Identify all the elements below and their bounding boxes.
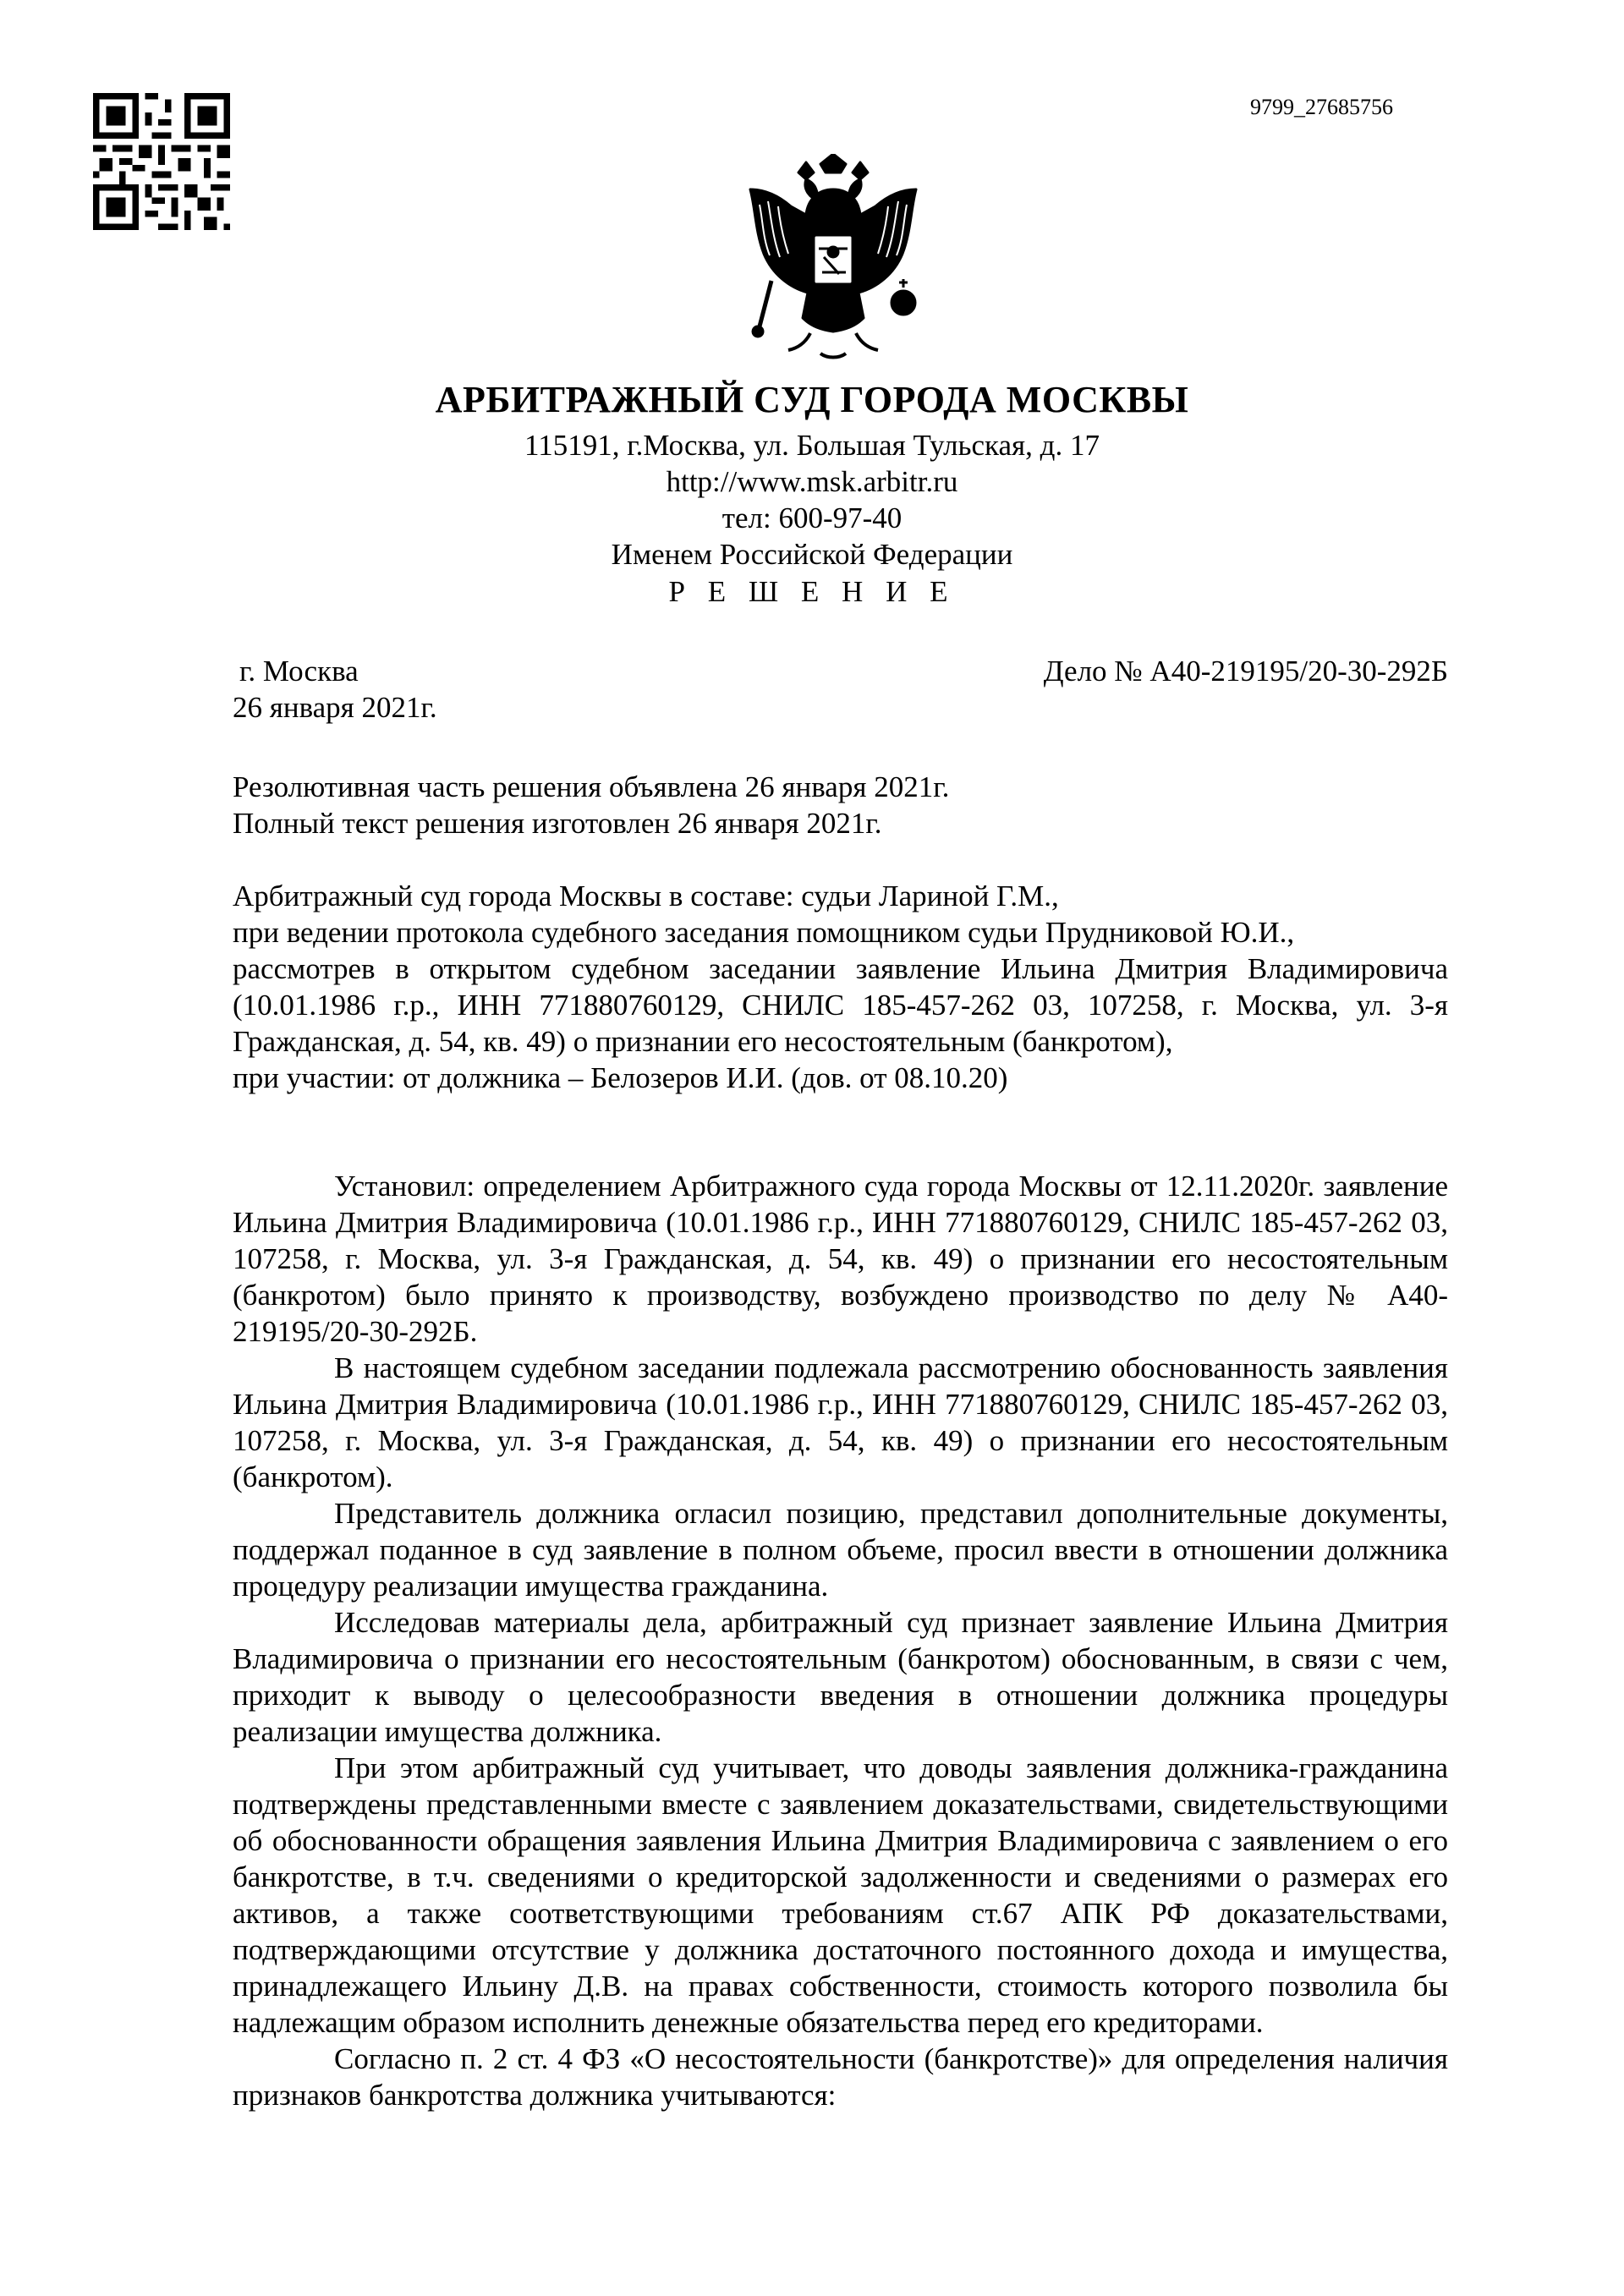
in-the-name-line: Именем Российской Федерации <box>611 538 1013 571</box>
paragraph: В настоящем судебном заседании подлежала рассмотрению обоснованность заявления Ильина Дмитрия Владимировича (10.01.1986 г.р., ИНН 771880760129, СНИЛС 185-457-262 03, 107258, г. Москва, ул. 3-я Гражданская, д. 54, кв. 49) о признании его несостоятельным (банкротом). <box>233 1351 1448 1493</box>
document-id: 9799_27685756 <box>1250 95 1393 119</box>
court-composition-block <box>233 878 1448 1096</box>
paragraph: При этом арбитражный суд учитывает, что доводы заявления должника-гражданина подтверждены представленными вместе с заявлением доказательствами, свидетельствующими об обоснованности обращения заявления Ильина Дмитрия Владимировича с заявлением о его банкротстве, в т.ч. сведениями о кредиторской задолженности и сведениями о размерах его активов, а также соответствующими требованиям ст.67 АПК РФ доказательствами, подтверждающими отсутствие у должника достаточного постоянного дохода и имущества, принадлежащего Ильину Д.В. на правах собственности, стоимость которого позволила бы надлежащим образом исполнить денежные обязательства перед его кредиторами. <box>233 1751 1448 2039</box>
russian-coat-of-arms-icon <box>743 154 924 365</box>
protocol-line: при ведении протокола судебного заседания помощником судьи Прудниковой Ю.И., <box>233 916 1295 949</box>
case-subject-paragraph: рассмотрев в открытом судебном заседании заявление Ильина Дмитрия Владимировича (10.01.1986 г.р., ИНН 771880760129, СНИЛС 185-457-262 03, 107258, г. Москва, ул. 3-я Гражданская, д. 54, кв. 49) о признании его несостоятельным (банкротом), <box>233 952 1448 1058</box>
paragraph: Установил: определением Арбитражного суда города Москвы от 12.11.2020г. заявление Ильина Дмитрия Владимировича (10.01.1986 г.р., ИНН 771880760129, СНИЛС 185-457-262 03, 107258, г. Москва, ул. 3-я Гражданская, д. 54, кв. 49) о признании его несостоятельным (банкротом) было принято к производству, возбуждено производство по делу № А40-219195/20-30-292Б. <box>233 1170 1448 1348</box>
operative-part-line: Резолютивная часть решения объявлена 26 января 2021г. <box>233 770 950 803</box>
court-phone: тел: 600-97-40 <box>721 501 903 534</box>
court-name: АРБИТРАЖНЫЙ СУД ГОРОДА МОСКВЫ <box>435 379 1189 420</box>
qr-code-icon <box>93 93 230 230</box>
paragraph: Исследовав материалы дела, арбитражный суд признает заявление Ильина Дмитрия Владимировича о признании его несостоятельным (банкротом) обоснованным, в связи с чем, приходит к выводу о целесообразности введения в отношении должника процедуры реализации имущества должника. <box>233 1606 1448 1748</box>
decision-title: Р Е Ш Е Н И Е <box>668 575 956 608</box>
judge-line: Арбитражный суд города Москвы в составе: судьи Лариной Г.М., <box>233 879 1059 912</box>
paragraph: Представитель должника огласил позицию, представил дополнительные документы, поддержал поданное в суд заявление в полном объеме, просил ввести в отношении должника процедуру реализации имущества гражданина. <box>233 1497 1448 1603</box>
city: г. Москва <box>239 655 359 688</box>
case-number: Дело № А40-219195/20-30-292Б <box>1043 655 1448 688</box>
decision-date: 26 января 2021г. <box>233 691 437 724</box>
participants-line: при участии: от должника – Белозеров И.И. (дов. от 08.10.20) <box>233 1061 1008 1094</box>
paragraph: Согласно п. 2 ст. 4 ФЗ «О несостоятельности (банкротстве)» для определения наличия признаков банкротства должника учитываются: <box>233 2042 1448 2112</box>
announcement-block <box>233 769 1448 841</box>
full-text-line: Полный текст решения изготовлен 26 января 2021г. <box>233 807 882 840</box>
court-address: 115191, г.Москва, ул. Большая Тульская, д. 17 <box>524 429 1100 462</box>
court-website: http://www.msk.arbitr.ru <box>666 465 958 498</box>
decision-body <box>233 1168 1448 2113</box>
